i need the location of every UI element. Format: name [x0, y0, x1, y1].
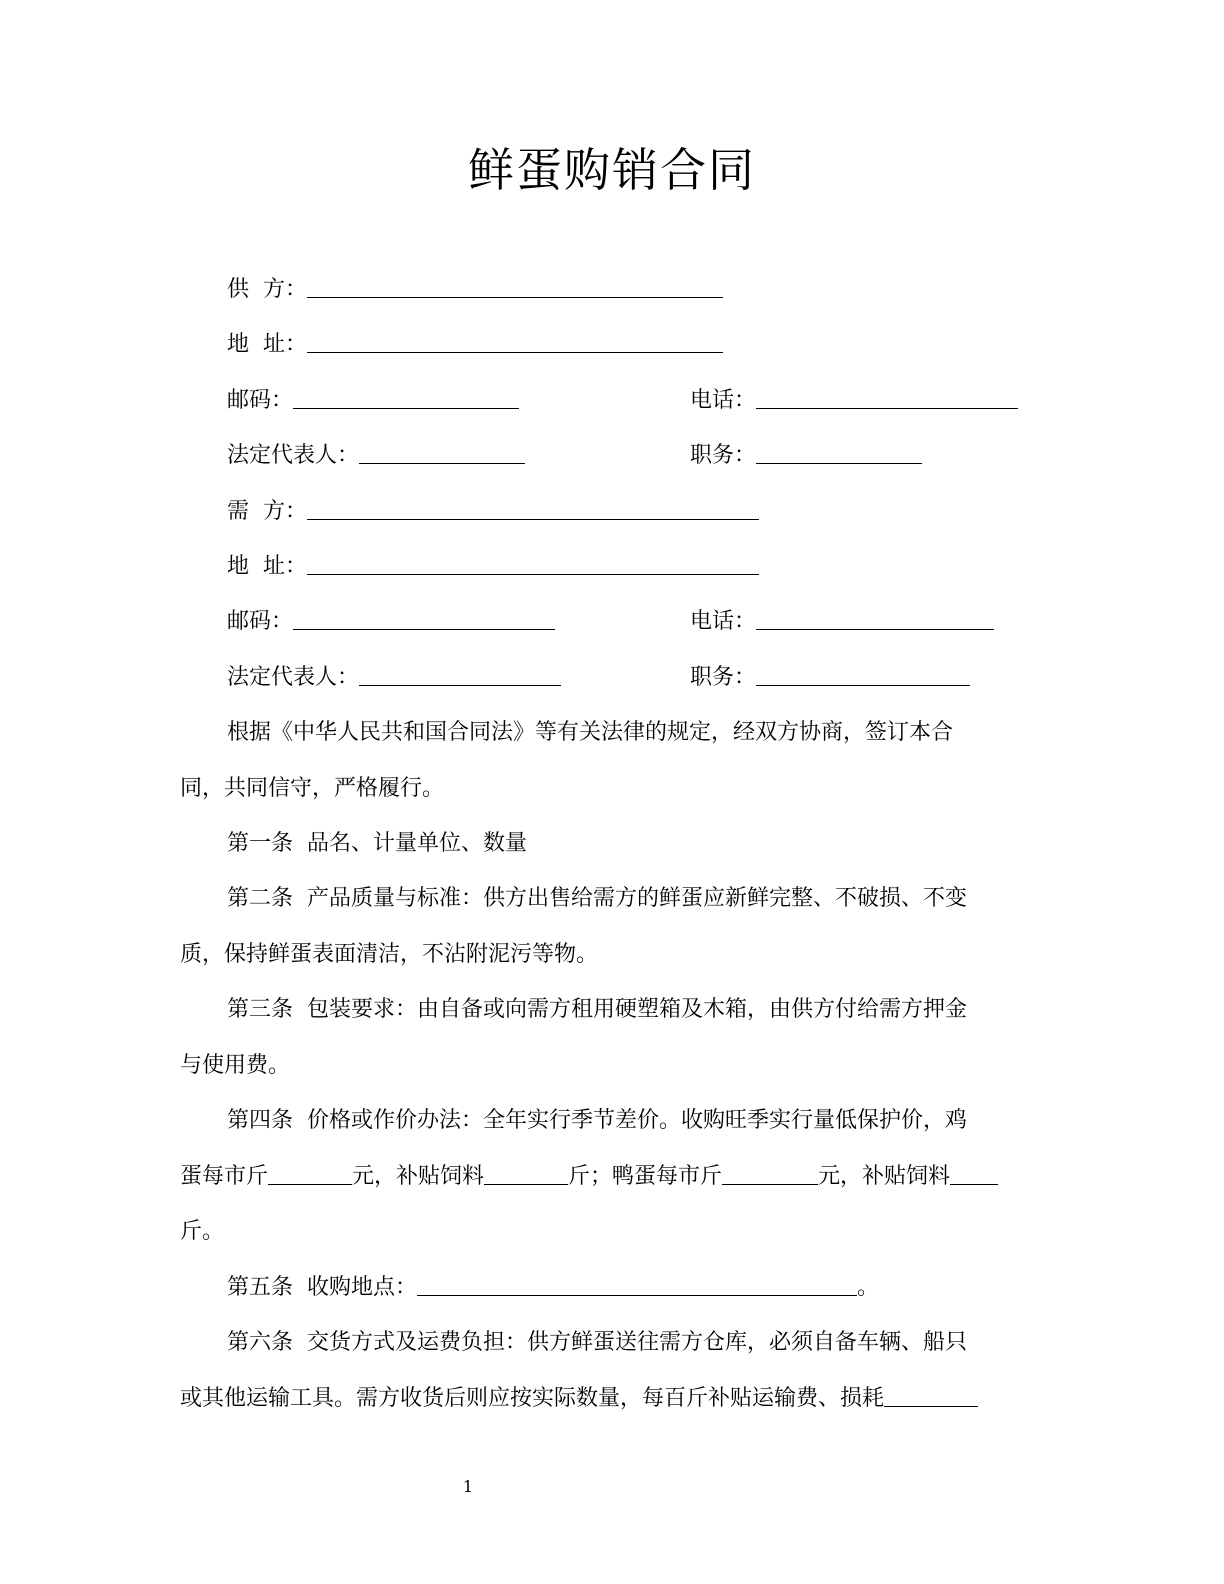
- article-5: [227, 1273, 879, 1303]
- duck-feed-subsidy-field[interactable]: [950, 1164, 998, 1185]
- article-4-seg-2: 元，补贴饲料: [352, 1164, 485, 1189]
- article-4-line-2: [180, 1162, 998, 1192]
- supplier-address-row: [227, 330, 723, 360]
- article-6-text-2: 或其他运输工具。需方收货后则应按实际数量，每百斤补贴运输费、损耗: [180, 1386, 885, 1411]
- supplier-position-label: 职务：: [690, 443, 757, 468]
- article-6-heading: 第六条: [227, 1330, 294, 1355]
- buyer-address-label-b: 址: [263, 554, 286, 579]
- supplier-address-field[interactable]: [307, 332, 723, 353]
- buyer-position-field[interactable]: [756, 665, 970, 686]
- supplier-party-label-a: 供: [227, 277, 250, 302]
- supplier-position-field[interactable]: [756, 443, 922, 464]
- supplier-name-field[interactable]: [307, 277, 723, 298]
- buyer-legal-rep-label: 法定代表人：: [227, 665, 360, 690]
- supplier-phone-field[interactable]: [756, 388, 1018, 409]
- document-title: 鲜蛋购销合同: [468, 143, 756, 197]
- article-5-end: 。: [857, 1275, 880, 1300]
- article-4-seg-3: 斤；鸭蛋每市斤: [568, 1164, 723, 1189]
- article-4-text-1: 价格或作价办法：全年实行季节差价。收购旺季实行量低保护价，鸡: [307, 1108, 968, 1133]
- intro-line-1: 根据《中华人民共和国合同法》等有关法律的规定，经双方协商，签订本合: [227, 720, 954, 745]
- supplier-address-label-a: 地: [227, 332, 250, 357]
- article-6-line-1: [227, 1328, 967, 1358]
- buyer-address-label-a: 地: [227, 554, 250, 579]
- buyer-postcode-label: 邮码：: [227, 609, 294, 634]
- buyer-address-colon: ：: [285, 554, 308, 579]
- buyer-party-row: [227, 497, 759, 527]
- buyer-name-field[interactable]: [307, 499, 759, 520]
- intro-line-2: 同，共同信守，严格履行。: [180, 776, 445, 801]
- article-4-line-3: 斤。: [180, 1219, 225, 1244]
- buyer-party-label-b: 方: [263, 499, 286, 524]
- buyer-postcode-field[interactable]: [293, 609, 555, 630]
- article-4-seg-4: 元，补贴饲料: [818, 1164, 951, 1189]
- article-4-heading: 第四条: [227, 1108, 294, 1133]
- buyer-phone-row: [690, 607, 994, 637]
- supplier-legal-rep-row: [227, 441, 525, 471]
- article-5-text: 收购地点：: [307, 1275, 418, 1300]
- buyer-legal-rep-row: [227, 663, 561, 693]
- duck-egg-price-field[interactable]: [722, 1164, 818, 1185]
- supplier-phone-label: 电话：: [690, 388, 757, 413]
- article-6-text-1: 交货方式及运费负担：供方鲜蛋送往需方仓库，必须自备车辆、船只: [307, 1330, 968, 1355]
- article-3-text-1: 包装要求：由自备或向需方租用硬塑箱及木箱，由供方付给需方押金: [307, 997, 968, 1022]
- article-2-line-2: 质，保持鲜蛋表面清洁，不沾附泥污等物。: [180, 942, 599, 967]
- supplier-party-row: [227, 275, 723, 305]
- supplier-address-colon: ：: [285, 332, 308, 357]
- buyer-party-colon: ：: [285, 499, 308, 524]
- buyer-phone-field[interactable]: [756, 609, 994, 630]
- page-number: 1: [462, 1477, 474, 1496]
- buyer-legal-rep-field[interactable]: [359, 665, 561, 686]
- article-1-heading: 第一条: [227, 831, 294, 856]
- transport-subsidy-field[interactable]: [884, 1386, 978, 1407]
- article-3-line-2: 与使用费。: [180, 1053, 291, 1078]
- article-5-heading: 第五条: [227, 1275, 294, 1300]
- purchase-location-field[interactable]: [417, 1275, 857, 1296]
- article-1: [227, 829, 527, 859]
- supplier-postcode-field[interactable]: [293, 388, 519, 409]
- article-4-seg-1: 蛋每市斤: [180, 1164, 269, 1189]
- supplier-postcode-row: [227, 386, 519, 416]
- article-3-heading: 第三条: [227, 997, 294, 1022]
- article-6-line-2: [180, 1384, 978, 1414]
- article-1-text: 品名、计量单位、数量: [307, 831, 528, 856]
- buyer-address-row: [227, 552, 759, 582]
- buyer-postcode-row: [227, 607, 555, 637]
- article-4-line-1: [227, 1106, 967, 1136]
- supplier-postcode-label: 邮码：: [227, 388, 294, 413]
- supplier-legal-rep-label: 法定代表人：: [227, 443, 360, 468]
- buyer-position-row: [690, 663, 970, 693]
- supplier-address-label-b: 址: [263, 332, 286, 357]
- supplier-party-colon: ：: [285, 277, 308, 302]
- buyer-address-field[interactable]: [307, 554, 759, 575]
- supplier-legal-rep-field[interactable]: [359, 443, 525, 464]
- article-3-line-1: [227, 995, 967, 1025]
- buyer-party-label-a: 需: [227, 499, 250, 524]
- chicken-egg-price-field[interactable]: [268, 1164, 352, 1185]
- article-2-heading: 第二条: [227, 886, 294, 911]
- article-2-text-1: 产品质量与标准：供方出售给需方的鲜蛋应新鲜完整、不破损、不变: [307, 886, 968, 911]
- article-2-line-1: [227, 884, 967, 914]
- supplier-position-row: [690, 441, 922, 471]
- buyer-phone-label: 电话：: [690, 609, 757, 634]
- supplier-party-label-b: 方: [263, 277, 286, 302]
- buyer-position-label: 职务：: [690, 665, 757, 690]
- supplier-phone-row: [690, 386, 1018, 416]
- chicken-feed-subsidy-field[interactable]: [484, 1164, 568, 1185]
